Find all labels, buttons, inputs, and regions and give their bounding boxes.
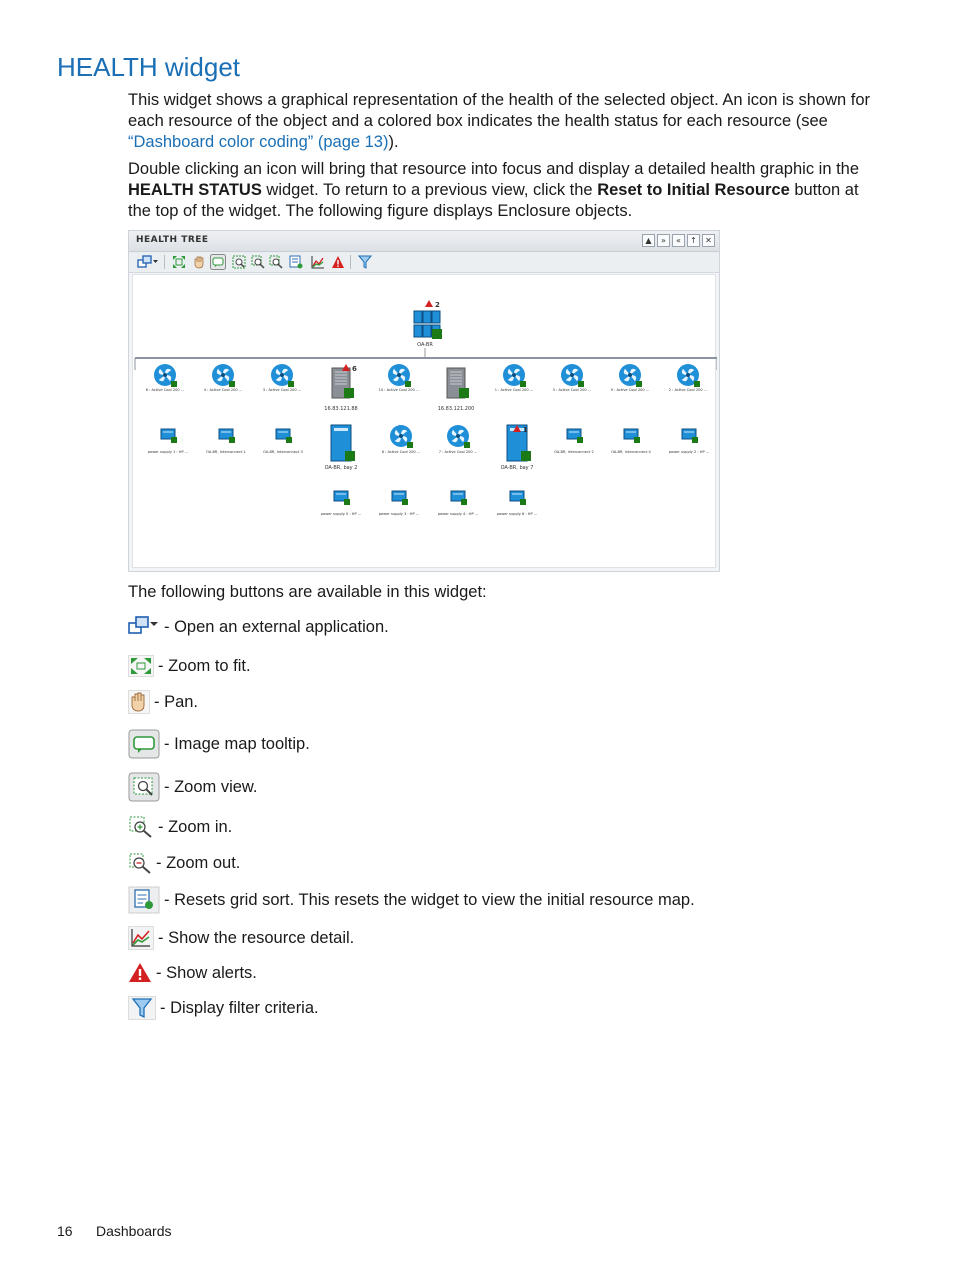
button-row-zoom-out <box>128 852 240 874</box>
alert-icon[interactable] <box>331 255 345 269</box>
node-label: 9 : Active Cool 200 ... <box>610 388 650 392</box>
button-row-zoom-fit <box>128 655 251 677</box>
button-description: - Zoom view. <box>164 777 258 796</box>
power-supply-node-icon[interactable] <box>392 491 408 505</box>
zoom-out-icon <box>128 852 152 874</box>
button-row-zoom-view <box>128 772 258 802</box>
reset-grid-icon[interactable] <box>289 255 303 269</box>
button-description: - Zoom out. <box>156 853 241 872</box>
power-supply-node-icon[interactable] <box>510 491 526 505</box>
reset-grid-icon <box>128 886 160 914</box>
fan-node-icon[interactable] <box>212 364 235 387</box>
fan-node-icon[interactable] <box>561 364 584 387</box>
health-tree-canvas <box>132 274 716 568</box>
zoom-in-icon[interactable] <box>251 255 265 269</box>
power-supply-node-icon[interactable] <box>567 429 583 443</box>
button-row-alerts <box>128 962 257 984</box>
filter-icon <box>128 996 156 1020</box>
node-label: OA-BR, bay 2 <box>324 465 358 471</box>
external-app-icon <box>128 614 160 640</box>
expand-button[interactable]: « <box>672 234 685 247</box>
filter-icon[interactable] <box>358 255 372 269</box>
intro-paragraph <box>128 90 873 153</box>
zoom-to-fit-icon <box>128 655 154 677</box>
fan-node-icon[interactable] <box>271 364 294 387</box>
alert-icon <box>128 962 152 984</box>
power-supply-node-icon[interactable] <box>219 429 235 443</box>
intro-text: This widget shows a graphical representation of the health of the selected object. An icon is shown for each resource of the object and a colored box indicates the health status for each resource (see <box>128 91 871 130</box>
fan-node-icon[interactable] <box>388 364 411 387</box>
button-description: - Show alerts. <box>156 963 257 982</box>
node-label: 4 : Active Cool 200 ... <box>203 388 243 392</box>
button-row-zoom-in <box>128 815 232 839</box>
zoom-in-icon <box>128 815 154 839</box>
power-supply-node-icon[interactable] <box>624 429 640 443</box>
fan-node-icon[interactable] <box>503 364 526 387</box>
button-description: - Pan. <box>154 692 199 711</box>
para2-text-3: button at the top of the widget. The following figure displays Enclosure objects. <box>128 181 859 220</box>
node-label: 8 : Active Cool 200 ... <box>381 450 421 454</box>
tooltip-icon <box>128 729 160 759</box>
page-number: 16 <box>57 1223 73 1239</box>
node-label: OA-BR, Interconnect 3 <box>263 450 303 454</box>
alert-count: 1 <box>523 426 528 434</box>
node-label: 5 : Active Cool 200 ... <box>552 388 592 392</box>
button-description: - Zoom in. <box>158 817 233 836</box>
zoom-view-icon[interactable] <box>232 255 246 269</box>
collapse-button[interactable]: ▲ <box>642 234 655 247</box>
node-label: OA-BR, Interconnect 4 <box>611 450 651 454</box>
widget-toolbar <box>129 252 719 273</box>
fan-node-icon[interactable] <box>154 364 177 387</box>
resource-detail-icon[interactable] <box>311 255 325 269</box>
server-node-icon[interactable] <box>332 368 354 398</box>
alert-count: 6 <box>352 365 357 373</box>
buttons-intro: The following buttons are available in this widget: <box>128 583 487 601</box>
color-coding-link[interactable]: “Dashboard color coding” (page 13) <box>128 133 389 151</box>
server-node-icon[interactable] <box>447 368 469 398</box>
para2-text-2: widget. To return to a previous view, click the <box>261 181 598 199</box>
node-label: 6 : Active Cool 200 ... <box>145 388 185 392</box>
node-label: power supply 2 : HP ... <box>668 450 710 454</box>
power-supply-node-icon[interactable] <box>276 429 292 443</box>
node-label: power supply 1 : HP ... <box>147 450 189 454</box>
toolbar-separator <box>350 255 351 269</box>
power-supply-node-icon[interactable] <box>451 491 467 505</box>
node-label: power supply 6 : HP ... <box>496 512 538 516</box>
button-row-external-app <box>128 614 389 640</box>
node-label: 2 : Active Cool 200 ... <box>668 388 708 392</box>
button-description: - Display filter criteria. <box>160 998 319 1017</box>
intro-text-end: ). <box>388 133 399 151</box>
node-label: power supply 4 : HP ... <box>437 512 479 516</box>
section-heading: HEALTH widget <box>57 52 241 82</box>
node-label: 16.83.121.88 <box>324 406 358 412</box>
window-buttons <box>642 234 715 247</box>
node-label: 7 : Active Cool 200 ... <box>438 450 478 454</box>
tooltip-icon[interactable] <box>210 254 226 270</box>
health-status-term: HEALTH STATUS <box>128 181 262 199</box>
button-row-resource-detail <box>128 926 354 950</box>
zoom-to-fit-icon[interactable] <box>172 255 186 269</box>
pan-hand-icon[interactable] <box>192 255 206 269</box>
footer-section: Dashboards <box>96 1223 172 1239</box>
button-row-filter <box>128 996 319 1020</box>
resource-detail-icon <box>128 926 154 950</box>
button-description: - Resets grid sort. This resets the widget to view the initial resource map. <box>164 890 695 909</box>
button-row-pan <box>128 690 198 714</box>
health-tree-figure <box>128 230 720 572</box>
fan-node-icon[interactable] <box>677 364 700 387</box>
button-description: - Zoom to fit. <box>158 656 251 675</box>
alert-count: 2 <box>435 301 440 309</box>
double-click-paragraph <box>128 159 873 222</box>
button-description: - Image map tooltip. <box>164 734 310 753</box>
toolbar-separator <box>164 255 165 269</box>
node-label: OA-BR, Interconnect 1 <box>206 450 246 454</box>
button-description: - Open an external application. <box>164 617 389 636</box>
button-description: - Show the resource detail. <box>158 928 355 947</box>
zoom-view-icon <box>128 772 160 802</box>
power-supply-node-icon[interactable] <box>682 429 698 443</box>
widget-title: HEALTH TREE <box>136 235 209 245</box>
fan-node-icon[interactable] <box>447 425 470 448</box>
health-tree-graph <box>133 275 717 570</box>
blade-node-icon[interactable] <box>331 425 355 461</box>
reset-term: Reset to Initial Resource <box>597 181 790 199</box>
enclosure-node-icon[interactable] <box>414 311 442 339</box>
minimize-button[interactable]: » <box>657 234 670 247</box>
button-row-tooltip <box>128 729 310 759</box>
power-supply-node-icon[interactable] <box>161 429 177 443</box>
button-row-reset-grid <box>128 886 695 914</box>
node-label: 16.83.121.200 <box>437 406 475 412</box>
close-button[interactable]: ✕ <box>702 234 715 247</box>
root-label: OA-BR <box>417 342 433 348</box>
node-label: power supply 3 : HP ... <box>378 512 420 516</box>
node-label: OA-BR, bay 7 <box>500 465 534 471</box>
fan-node-icon[interactable] <box>390 425 413 448</box>
alert-badge <box>425 300 440 309</box>
zoom-out-icon[interactable] <box>269 255 283 269</box>
node-label: 10 : Active Cool 200 ... <box>378 388 420 392</box>
external-app-icon[interactable] <box>137 255 159 269</box>
restore-button[interactable]: ↑ <box>687 234 700 247</box>
widget-titlebar <box>129 231 719 252</box>
node-label: 3 : Active Cool 200 ... <box>262 388 302 392</box>
pan-hand-icon <box>128 690 150 714</box>
power-supply-node-icon[interactable] <box>334 491 350 505</box>
node-label: power supply 5 : HP ... <box>320 512 362 516</box>
node-label: OA-BR, Interconnect 2 <box>554 450 594 454</box>
fan-node-icon[interactable] <box>619 364 642 387</box>
node-label: 1 : Active Cool 200 ... <box>494 388 534 392</box>
para2-text-1: Double clicking an icon will bring that resource into focus and display a detailed health graphic in the <box>128 160 860 178</box>
